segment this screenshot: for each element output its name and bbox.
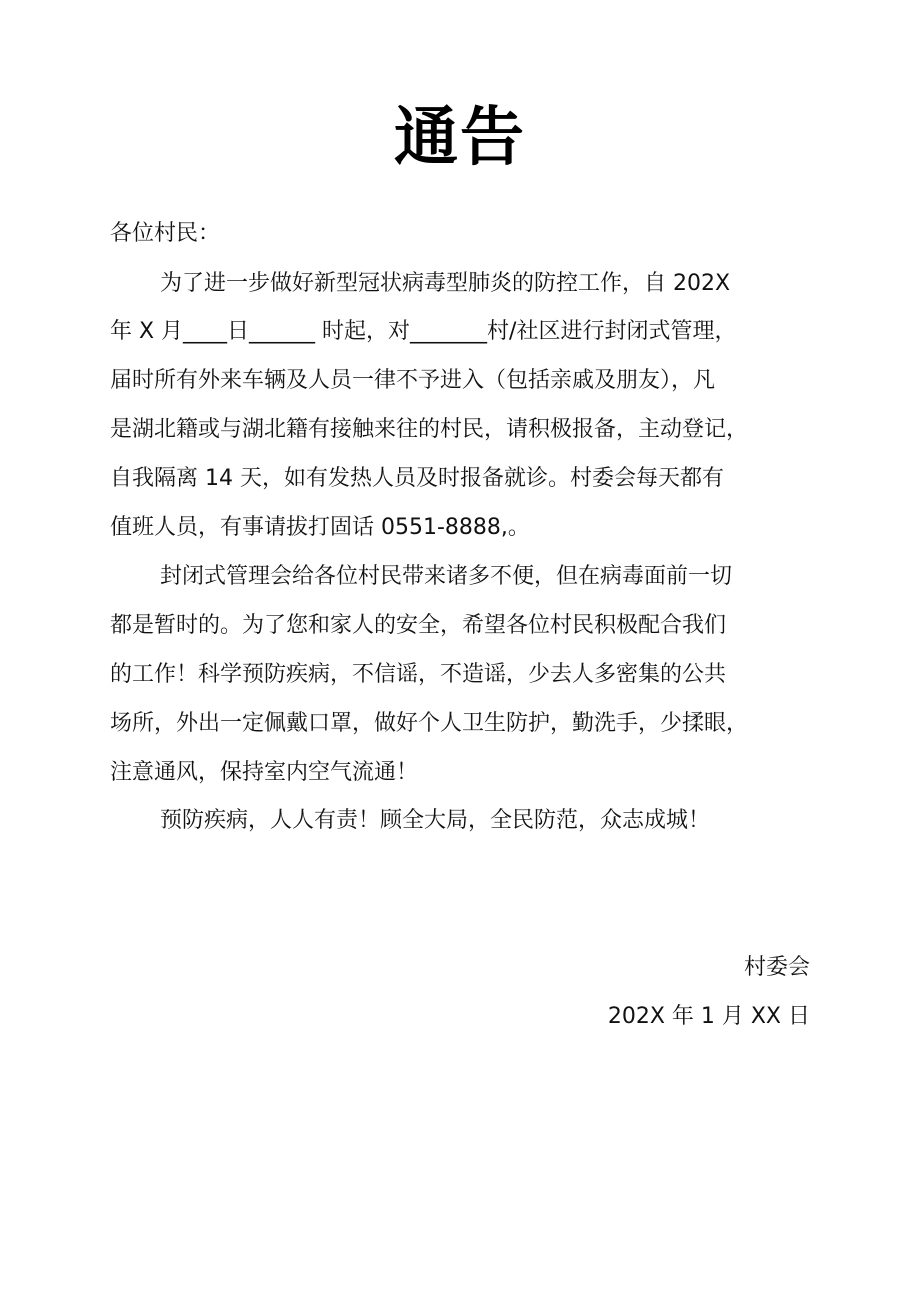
paragraph-1-line-6: 值班人员，有事请拔打固话 0551-8888,。 — [110, 515, 530, 540]
paragraph-2-line-3: 的工作！科学预防疾病，不信谣，不造谣，少去人多密集的公共 — [110, 662, 727, 687]
paragraph-1-line-4: 是湖北籍或与湖北籍有接触来往的村民，请积极报备，主动登记， — [110, 417, 749, 442]
paragraph-1-line-2: 年 X 月____日______ 时起，对_______村/社区进行封闭式管理， — [110, 319, 737, 344]
paragraph-3-line-1: 预防疾病，人人有责！顾全大局，全民防范，众志成城！ — [160, 808, 711, 833]
paragraph-2-line-1: 封闭式管理会给各位村民带来诸多不便，但在病毒面前一切 — [160, 564, 733, 589]
notice-title: 通告 — [394, 100, 526, 175]
paragraph-2-line-4: 场所，外出一定佩戴口罩，做好个人卫生防护，勤洗手，少揉眼， — [110, 711, 749, 736]
paragraph-2-line-2: 都是暂时的。为了您和家人的安全，希望各位村民积极配合我们 — [110, 613, 727, 638]
salutation: 各位村民： — [110, 221, 221, 246]
signature: 村委会 — [743, 955, 810, 980]
signature-date: 202X 年 1 月 XX 日 — [607, 1004, 810, 1029]
paragraph-1-line-3: 届时所有外来车辆及人员一律不予进入（包括亲戚及朋友），凡 — [110, 368, 716, 393]
paragraph-1-line-1: 为了进一步做好新型冠状病毒型肺炎的防控工作，自 202X — [160, 271, 731, 296]
paragraph-2-line-5: 注意通风，保持室内空气流通！ — [110, 760, 419, 785]
paragraph-1-line-5: 自我隔离 14 天，如有发热人员及时报备就诊。村委会每天都有 — [110, 466, 724, 491]
